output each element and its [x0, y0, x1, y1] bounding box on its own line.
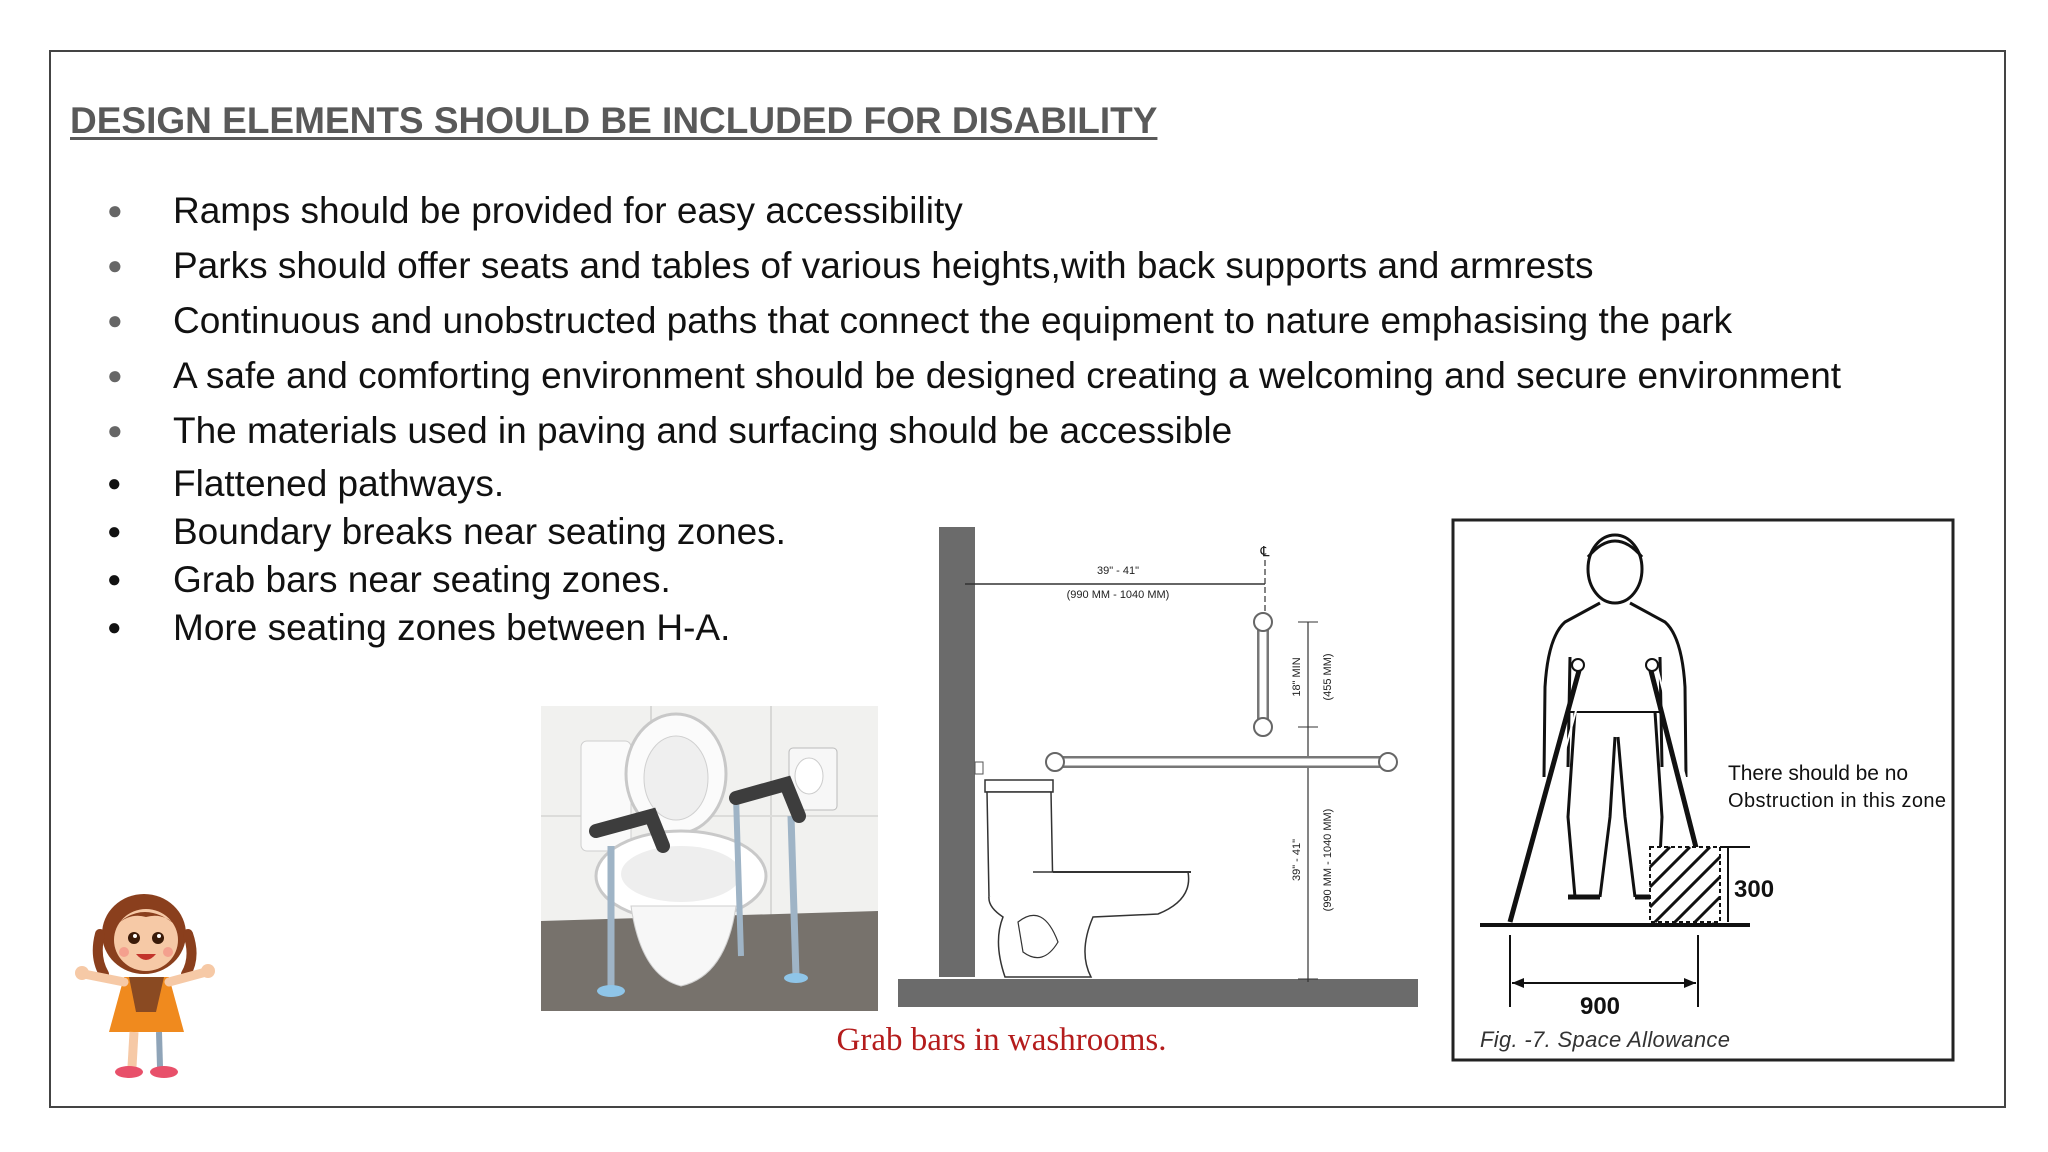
- list-item: ● Parks should offer seats and tables of various heights,with back supports and armrests: [100, 238, 1841, 293]
- list-item: ● Flattened pathways.: [100, 460, 786, 508]
- drawing-top-dim-mm: (990 MM - 1040 MM): [1066, 589, 1170, 601]
- list-item: ● More seating zones between H-A.: [100, 604, 786, 652]
- bullet-icon: ●: [107, 360, 123, 390]
- list-item: ● Boundary breaks near seating zones.: [100, 508, 786, 556]
- cartoon-girl-illustration: [74, 882, 219, 1082]
- list-item: ● Grab bars near seating zones.: [100, 556, 786, 604]
- zone-note-line1: There should be no: [1728, 762, 1908, 785]
- zone-note-line2: Obstruction in this zone: [1728, 790, 1946, 812]
- list-item: ● Ramps should be provided for easy accessibility: [100, 183, 1841, 238]
- bullet-icon: ●: [107, 305, 123, 335]
- width-dim-label: 900: [1579, 993, 1621, 1020]
- bullet-icon: ●: [107, 614, 122, 641]
- obstruction-zone-hatch: [1650, 847, 1720, 922]
- toilet-frame-photo: [541, 706, 878, 1011]
- bullet-icon: ●: [107, 470, 122, 497]
- list-item: ● A safe and comforting environment should be designed creating a welcoming and secure environment: [100, 348, 1841, 403]
- bullet-icon: ●: [107, 250, 123, 280]
- bullet-icon: ●: [107, 415, 123, 445]
- figure-caption: Grab bars in washrooms.: [836, 1022, 1167, 1058]
- figure-label: Fig. -7. Space Allowance: [1480, 1027, 1730, 1052]
- page-title: DESIGN ELEMENTS SHOULD BE INCLUDED FOR DISABILITY: [70, 100, 1158, 141]
- height-dim-label: 300: [1734, 876, 1775, 903]
- drawing-height-dim-mm: (990 MM - 1040 MM): [1322, 808, 1334, 912]
- list-item: ● Continuous and unobstructed paths that connect the equipment to nature emphasising the park: [100, 293, 1841, 348]
- bullet-list-secondary: [100, 460, 786, 652]
- bullet-icon: ●: [107, 518, 122, 545]
- bullet-list-main: [100, 183, 1841, 458]
- drawing-vert-dim: 18" MIN: [1291, 657, 1303, 697]
- drawing-height-dim: 39" - 41": [1291, 838, 1303, 882]
- drawing-vert-dim-mm: (455 MM): [1322, 653, 1334, 701]
- grab-bar-drawing: [893, 522, 1423, 1012]
- drawing-top-dim: 39" - 41": [1096, 565, 1140, 577]
- space-allowance-figure: [1450, 517, 1956, 1063]
- bullet-icon: ●: [107, 195, 123, 225]
- bullet-icon: ●: [107, 566, 122, 593]
- centerline-icon: ℄: [1260, 543, 1270, 559]
- list-item: ● The materials used in paving and surfacing should be accessible: [100, 403, 1841, 458]
